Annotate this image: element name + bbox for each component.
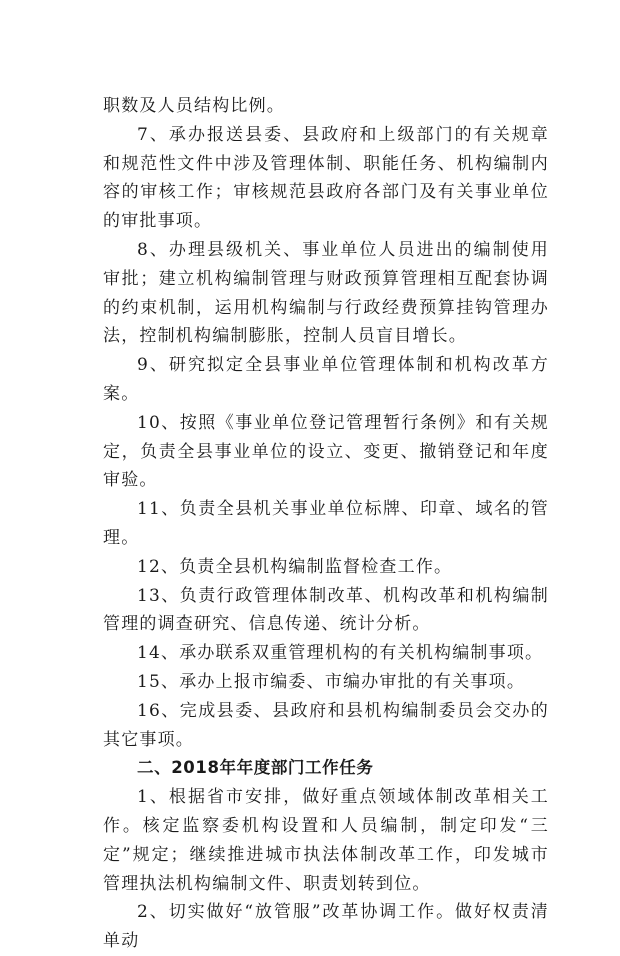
paragraph-continuation: 职数及人员结构比例。 (103, 96, 285, 116)
list-item-16: 16、完成县委、县政府和县机构编制委员会交办的其它事项。 (103, 700, 549, 750)
list-item-9: 9、研究拟定全县事业单位管理体制和机构改革方案。 (103, 355, 549, 404)
list-item-8: 8、办理县级机关、事业单位人员进出的编制使用审批；建立机构编制管理与财政预算管理相互配套协调的约束机制，运用机构编制与行政经费预算挂钩管理办法，控制机构编制膨胀，控制人员盲目增长。 (103, 239, 549, 347)
task-item-2: 2、切实做好“放管服”改革协调工作。做好权责清单动 (103, 902, 549, 952)
list-item-11: 11、负责全县机关事业单位标牌、印章、域名的管理。 (103, 499, 549, 548)
list-item-15: 15、承办上报市编委、市编办审批的有关事项。 (137, 671, 526, 692)
list-item-12: 12、负责全县机构编制监督检查工作。 (137, 556, 453, 577)
list-item-13: 13、负责行政管理体制改革、机构改革和机构编制管理的调查研究、信息传递、统计分析。 (103, 585, 549, 635)
list-item-14: 14、承办联系双重管理机构的有关机构编制事项。 (137, 643, 544, 664)
document-body (103, 92, 549, 956)
list-item-10: 10、按照《事业单位登记管理暂行条例》和有关规定，负责全县事业单位的设立、变更、撤销登记和年度审验。 (103, 412, 549, 491)
section-heading: 二、2018年年度部门工作任务 (137, 758, 374, 778)
list-item-7: 7、承办报送县委、县政府和上级部门的有关规章和规范性文件中涉及管理体制、职能任务、机构编制内容的审核工作；审核规范县政府各部门及有关事业单位的审批事项。 (103, 124, 549, 232)
task-item-1: 1、根据省市安排，做好重点领域体制改革相关工作。核定监察委机构设置和人员编制，制定印发“三定”规定；继续推进城市执法体制改革工作，印发城市管理执法机构编制文件、职责划转到位。 (103, 787, 549, 894)
